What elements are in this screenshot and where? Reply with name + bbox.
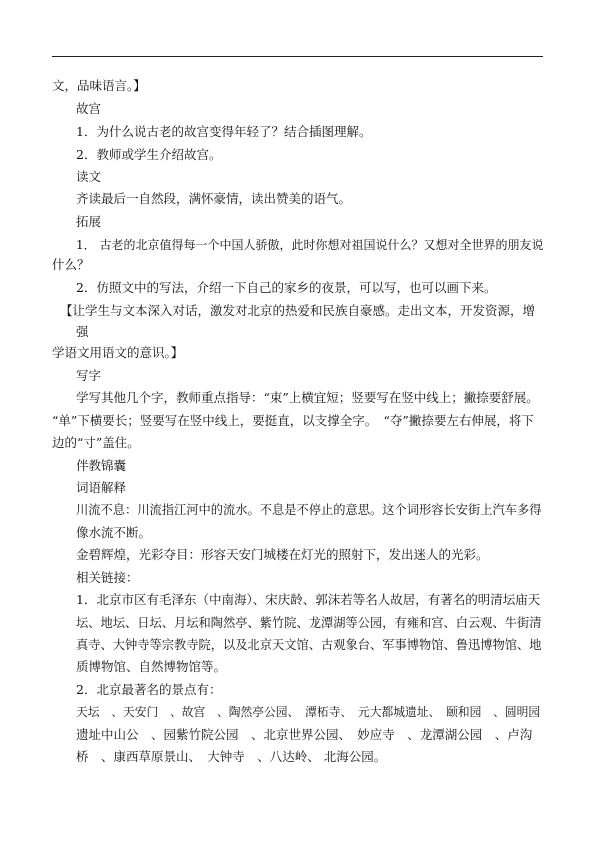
text-line: 边的“寸”盖住。 <box>52 435 140 450</box>
text-line: 【让学生与文本深入对话，激发对北京的热爱和民族自豪感。走出文本，开发资源，增 <box>60 303 536 318</box>
text-line: 质博物馆、自然博物馆等。 <box>76 659 227 674</box>
text-line: 川流不息：川流指江河中的流水。不息是不停止的意思。这个词形容长安街上汽车多得 <box>76 503 542 517</box>
text-line: 天坛 、天安门 、故宫 、陶然亭公园、 潭柘寺、 元大都城遗址、 颐和园 、圆明园 <box>76 705 541 719</box>
text-line: 1．为什么说古老的故宫变得年轻了？结合插图理解。 <box>76 124 372 139</box>
section-heading: 拓展 <box>76 214 102 229</box>
section-heading: 写字 <box>76 368 102 383</box>
text-line: 2．仿照文中的写法，介绍一下自己的家乡的夜景，可以写，也可以画下来。 <box>76 280 497 295</box>
text-line: 强 <box>76 324 89 339</box>
text-line: 金碧辉煌，光彩夺目：形容天安门城楼在灯光的照射下，发出迷人的光彩。 <box>76 547 489 562</box>
text-line: 什么？ <box>52 257 90 272</box>
text-line: 坛、地坛、日坛、月坛和陶然亭、紫竹院、龙潭湖等公园，有雍和宫、白云观、牛街清 <box>76 616 542 630</box>
text-line: 学写其他几个字，教师重点指导：“束”上横宜短；竖要写在竖中线上；撇捺要舒展。 <box>76 390 539 405</box>
text-line: 像水流不断。 <box>76 525 152 540</box>
section-heading: 相关链接： <box>76 570 139 585</box>
text-line: 2．教师或学生介绍故宫。 <box>76 147 222 162</box>
text-line: 遗址中山公 、园紫竹院公园 、北京世界公园、 妙应寺 、龙潭湖公园 、卢沟 <box>76 727 533 742</box>
header-rule <box>52 56 543 57</box>
section-heading: 词语解释 <box>76 480 127 495</box>
section-heading: 读文 <box>76 169 102 184</box>
section-heading: 故宫 <box>76 101 102 116</box>
text-line: 2．北京最著名的景点有： <box>76 682 222 697</box>
text-line: “单”下横要长；竖要写在竖中线上，要挺直，以支撑全字。 “夺”撇捺要左右伸展，将下 <box>52 413 534 428</box>
text-line: 齐读最后一自然段，满怀豪情，读出赞美的语气。 <box>76 191 352 206</box>
section-heading: 伴教锦囊 <box>76 458 127 473</box>
text-line: 桥 、康西草原景山、 大钟寺 、八达岭、 北海公园。 <box>76 749 387 764</box>
text-line: 真寺、大钟寺等宗教寺院，以及北京天文馆、古观象台、军事博物馆、鲁迅博物馆、地 <box>76 638 542 652</box>
text-line: 文，品味语言。】 <box>52 78 146 93</box>
text-line: 1．北京市区有毛泽东（中南海）、宋庆龄、郭沫若等名人故居，有著名的明清坛庙天 <box>76 592 541 607</box>
text-line: 1． 古老的北京值得每一个中国人骄傲，此时你想对祖国说什么？又想对全世界的朋友说 <box>76 238 544 252</box>
text-line: 学语文用语文的意识。】 <box>52 345 184 360</box>
